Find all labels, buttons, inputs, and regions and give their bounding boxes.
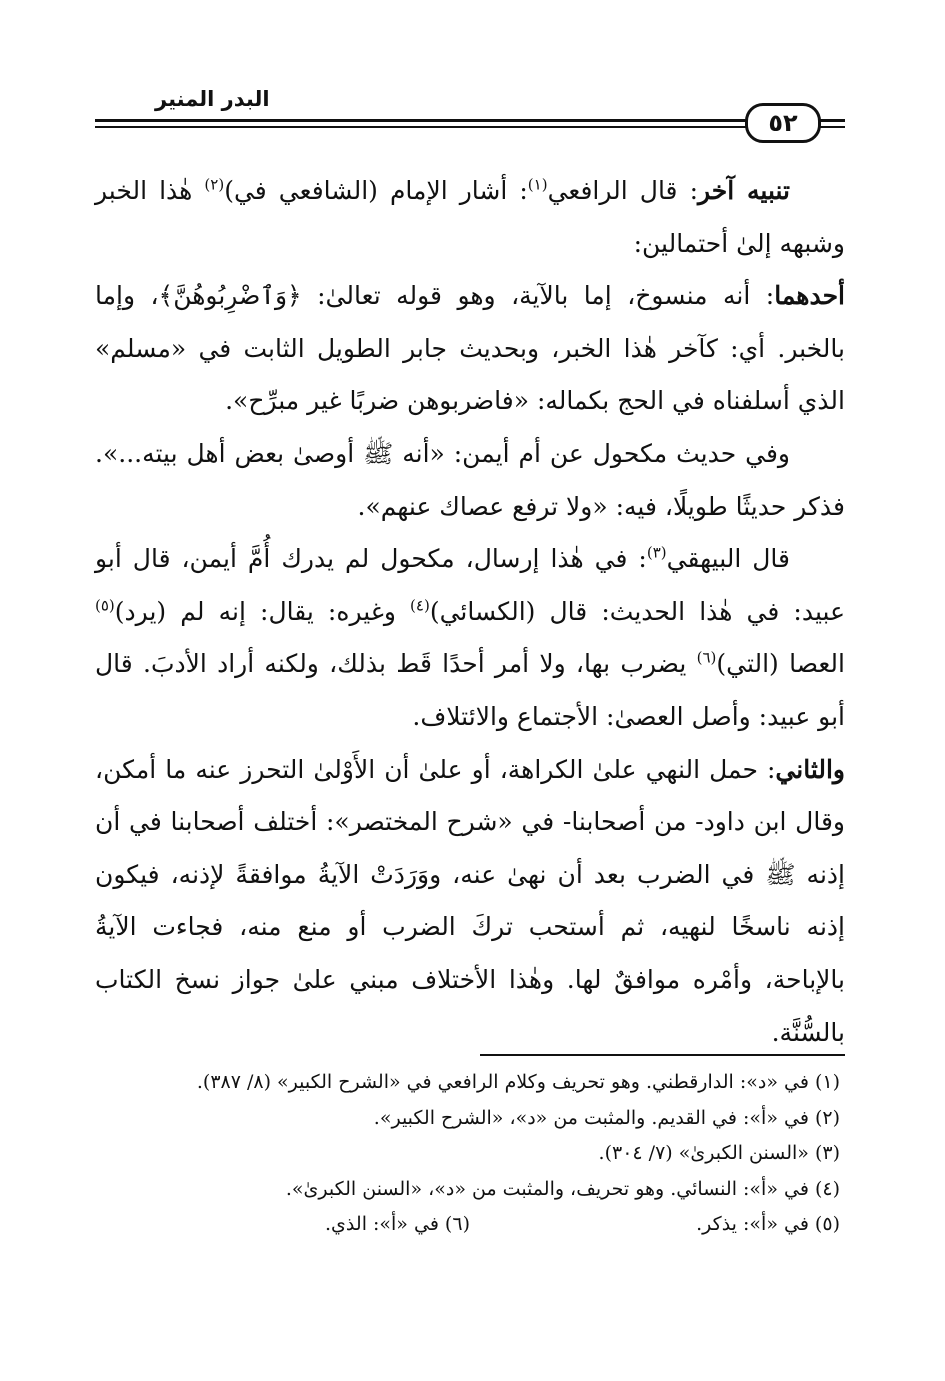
footnote-ref-2: (٢) — [204, 175, 225, 194]
footnote-1: (١) في «د»: الدارقطني. وهو تحريف وكلام الرافعي في «الشرح الكبير» (٨/ ٣٨٧). — [196, 1071, 840, 1093]
text-segment: العصا (التي) — [716, 649, 845, 679]
footnote-6: (٦) في «أ»: الذي. — [325, 1213, 470, 1235]
footnote-row — [95, 1207, 840, 1243]
header-rule-thin — [95, 126, 845, 128]
text-segment: : قال الرافعي — [547, 176, 698, 205]
footnotes — [95, 1065, 840, 1243]
footnote-2: (٢) في «أ»: في القديم. والمثبت من «د»، «الشرح الكبير». — [373, 1106, 840, 1129]
footnote-4: (٤) في «أ»: النسائي. وهو تحريف، والمثبت من «د»، «السنن الكبرىٰ». — [285, 1177, 840, 1200]
footnote-ref-1: (١) — [527, 175, 548, 194]
text-segment: قال البيهقي — [666, 544, 791, 574]
text-segment: : في هٰذا إرسال، مكحول لم يدرك أُمَّ أيمن، قال أبو عبيد: في هٰذا الحديث: قال (الكسائي) — [95, 544, 845, 626]
footnote-ref-5: (٥) — [95, 596, 115, 615]
text-segment: هٰذا الخبر وشبهه إلىٰ أحتمالين: — [95, 176, 845, 258]
footnote-separator — [480, 1054, 845, 1056]
paragraph-5 — [95, 744, 845, 1060]
paragraph-3: وفي حديث مكحول عن أم أيمن: «أنه ﷺ أوصىٰ بعض أهل بيته...». فذكر حديثًا طويلًا، فيه: «ولا ترفع عصاك عنهم». — [95, 438, 845, 521]
paragraph-lead: أحدهما — [774, 281, 845, 311]
text-segment: : أشار الإمام (الشافعي في) — [224, 176, 528, 205]
text-segment: يضرب بها، ولا أمر أحدًا قَط بذلك، ولكنه أراد الأدبَ. قال أبو عبيد: وأصل العصىٰ: الأجتماع والائتلاف. — [95, 649, 845, 731]
book-title: البدر المنير — [155, 87, 270, 111]
footnote-ref-6: (٦) — [696, 649, 717, 668]
paragraph-lead: تنبيه آخر — [698, 176, 791, 205]
page-number: ٥٢ — [745, 103, 821, 143]
footnote-5: (٥) في «أ»: يذكر. — [696, 1213, 840, 1235]
text-segment: : أنه منسوخ، إما بالآية، وهو قوله تعالىٰ: ﴿وَٱضْرِبُوهُنَّ﴾، وإما بالخبر. أي: كآخر هٰذا الخبر، وبحديث جابر الطويل الثابت في «مسلم» الذي أسلفناه في الحج بكماله: «فاضربوهن ضربًا غير مبرِّح». — [95, 281, 845, 416]
footnote-ref-4: (٤) — [410, 596, 430, 615]
paragraph-lead: والثاني — [775, 754, 845, 784]
text-segment: وغيره: يقال: إنه لم (يرد) — [114, 596, 411, 626]
header-rule — [95, 119, 845, 122]
text-segment: : حمل النهي علىٰ الكراهة، أو علىٰ أن الأَوْلىٰ التحرز عنه ما أمكن، وقال ابن داود- من أصحابنا- في «شرح المختصر»: أختلف أصحابنا في أن إذنه ﷺ في الضرب بعد أن نهىٰ عنه، ووَرَدَتْ الآيةُ موافقةً لإذنه، فيكون إذنه ناسخًا لنهيه، ثم أستحب تركَ الضرب أو منع منه، فجاءت الآيةُ بالإباحة، وأمْره موافقٌ لها. وهٰذا الأختلاف مبني علىٰ جواز نسخ الكتاب بالسُّنَّة. — [95, 754, 845, 1047]
paragraph-1 — [95, 165, 845, 270]
footnote-3: (٣) «السنن الكبرىٰ» (٧/ ٣٠٤). — [598, 1142, 840, 1164]
page-header — [95, 85, 845, 145]
main-text — [95, 165, 845, 1059]
paragraph-4 — [95, 533, 845, 743]
paragraph-2 — [95, 270, 845, 428]
footnote-ref-3: (٣) — [646, 543, 667, 562]
